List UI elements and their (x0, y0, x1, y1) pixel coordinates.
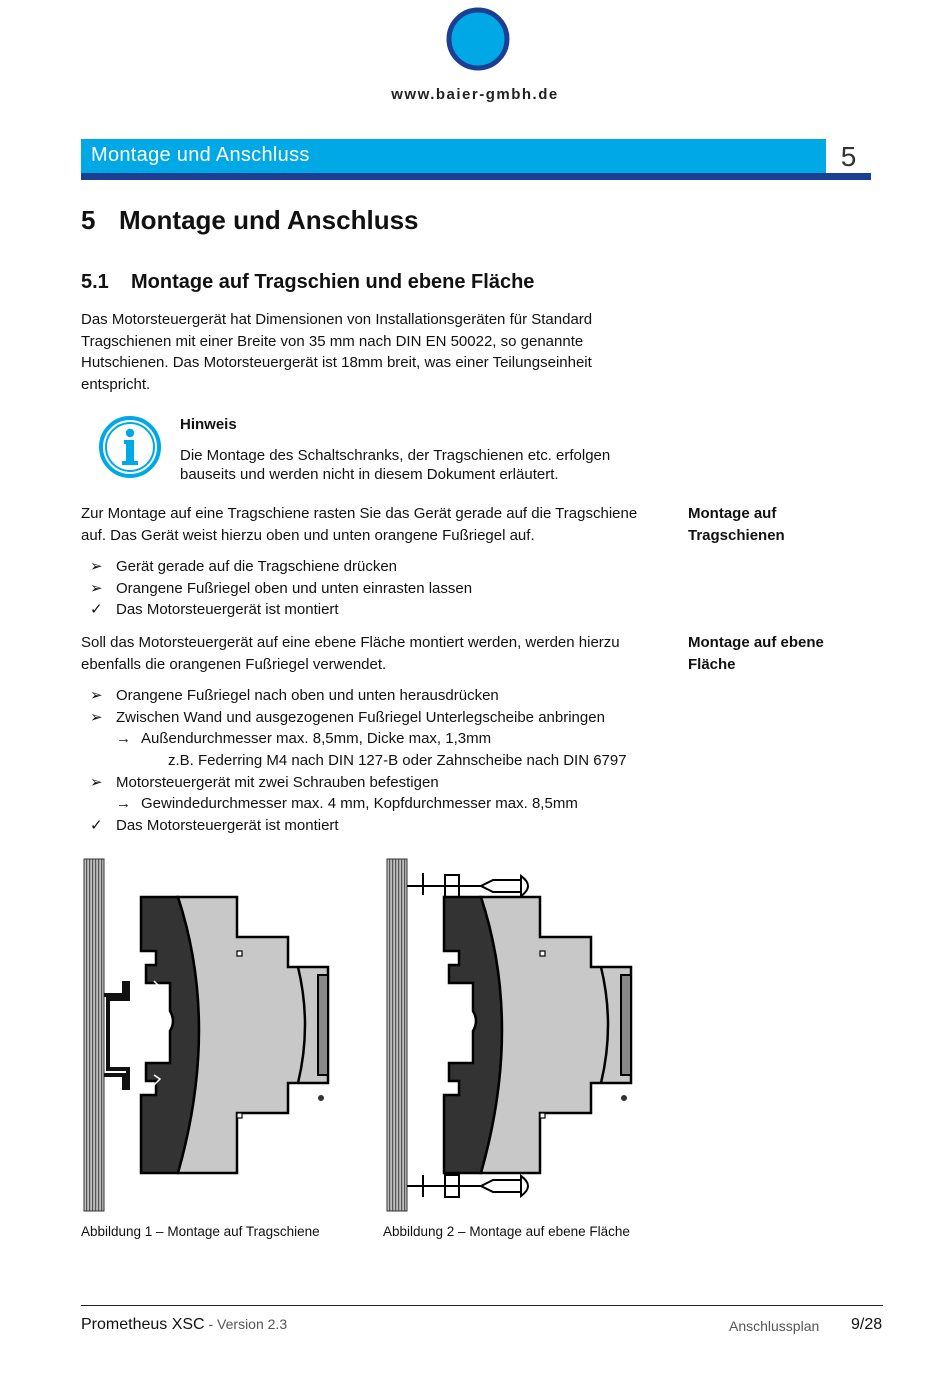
screw-top (407, 873, 528, 897)
side-label-line: Tragschienen (688, 527, 785, 544)
list-item (90, 685, 627, 707)
checkmark-icon: ✓ (90, 817, 103, 835)
front-terminal (621, 975, 631, 1075)
housing-marker (237, 1113, 242, 1118)
arrow-right-icon: → (116, 730, 131, 748)
footer-product (81, 1316, 287, 1334)
hint-line: Die Montage des Schaltschranks, der Tragschienen etc. erfolgen (180, 447, 611, 464)
list-item (90, 728, 627, 750)
flat-mount-paragraph (81, 632, 671, 675)
housing-marker (540, 951, 545, 956)
list-item (90, 707, 627, 729)
list-item (90, 599, 472, 621)
front-terminal (318, 975, 328, 1075)
side-label-line: Fläche (688, 656, 736, 673)
flat-steps-list (90, 685, 627, 837)
footer-divider (81, 1305, 883, 1306)
intro-paragraph (81, 309, 641, 395)
arrowhead-bullet-icon: ➢ (90, 708, 103, 726)
section-heading-number: 5.1 (81, 271, 109, 293)
header-underline (81, 173, 871, 180)
list-item (90, 815, 627, 837)
intro-line: Das Motorsteuergerät hat Dimensionen von Installationsgeräten für Standard (81, 311, 593, 328)
chapter-heading-title: Montage und Anschluss (119, 205, 419, 235)
step-text: Gerät gerade auf die Tragschiene drücken (116, 558, 398, 575)
chapter-heading-number: 5 (81, 205, 96, 235)
step-text: Das Motorsteuergerät ist montiert (116, 817, 339, 835)
screw-dot (621, 1095, 627, 1101)
wall (84, 859, 104, 1211)
step-text: Außendurchmesser max. 8,5mm, Dicke max, 1,3mm (141, 730, 492, 748)
screw-dot (318, 1095, 324, 1101)
chapter-number: 5 (840, 141, 857, 172)
header-bar-title: Montage und Anschluss (91, 144, 310, 166)
website-url[interactable]: www.baier-gmbh.de (391, 86, 559, 103)
side-label-line: Montage auf (688, 505, 777, 522)
step-text: Orangene Fußriegel nach oben und unten herausdrücken (116, 687, 499, 704)
product-name: Prometheus XSC (81, 1316, 205, 1333)
step-text: Gewindedurchmesser max. 4 mm, Kopfdurchmesser max. 8,5mm (141, 795, 578, 813)
flat-text-line: ebenfalls die orangenen Fußriegel verwendet. (81, 655, 387, 673)
screw-bottom (407, 1175, 528, 1197)
arrow-right-icon: → (116, 795, 131, 813)
info-icon (97, 414, 163, 480)
rail-steps-list (90, 556, 472, 621)
side-label-line: Montage auf ebene (688, 634, 824, 651)
list-item (90, 793, 627, 815)
company-logo (446, 7, 510, 71)
step-text: Orangene Fußriegel oben und unten einrasten lassen (116, 579, 473, 597)
flat-side-label (688, 632, 858, 676)
flat-mount-figure (383, 855, 643, 1215)
wall (387, 859, 407, 1211)
arrowhead-bullet-icon: ➢ (90, 773, 103, 791)
arrowhead-bullet-icon: ➢ (90, 558, 103, 575)
rail-mount-paragraph (81, 503, 671, 546)
rail-text-line: Zur Montage auf eine Tragschiene rasten Sie das Gerät gerade auf die Tragschiene (81, 505, 638, 522)
hint-text (180, 446, 660, 484)
step-text: Das Motorsteuergerät ist montiert (116, 601, 339, 619)
list-item (90, 772, 627, 794)
checkmark-icon: ✓ (90, 601, 103, 619)
product-version: - Version 2.3 (204, 1316, 288, 1332)
figure-caption: Abbildung 2 – Montage auf ebene Fläche (383, 1224, 630, 1239)
footer-section: Anschlussplan (729, 1318, 820, 1334)
rail-mount-figure (80, 855, 340, 1215)
flat-text-line: Soll das Motorsteuergerät auf eine ebene Fläche montiert werden, werden hierzu (81, 634, 620, 651)
hint-line: bauseits und werden nicht in diesem Dokument erläutert. (180, 466, 559, 483)
list-item (90, 578, 472, 600)
rail-side-label (688, 503, 858, 547)
step-text: Zwischen Wand und ausgezogenen Fußriegel Unterlegscheibe anbringen (116, 708, 605, 726)
housing-marker (237, 951, 242, 956)
page-number: 9/28 (851, 1316, 883, 1333)
hint-title: Hinweis (180, 416, 237, 433)
intro-line: Tragschienen mit einer Breite von 35 mm nach DIN EN 50022, so genannte (81, 332, 584, 350)
section-heading-title: Montage auf Tragschien und ebene Fläche (131, 271, 535, 293)
rail-text-line: auf. Das Gerät weist hierzu oben und unten orangene Fußriegel auf. (81, 526, 535, 544)
chapter-heading (81, 205, 419, 236)
din-rail (104, 983, 128, 1088)
intro-line: entspricht. (81, 375, 151, 393)
list-item (90, 556, 472, 578)
figure-caption: Abbildung 1 – Montage auf Tragschiene (81, 1224, 320, 1239)
step-text: Motorsteuergerät mit zwei Schrauben befestigen (116, 773, 439, 791)
step-text: z.B. Federring M4 nach DIN 127-B oder Zahnscheibe nach DIN 6797 (168, 752, 627, 770)
arrowhead-bullet-icon: ➢ (90, 687, 103, 704)
housing-marker (540, 1113, 545, 1118)
section-heading (81, 271, 534, 294)
list-item (90, 750, 627, 772)
arrowhead-bullet-icon: ➢ (90, 579, 103, 597)
intro-line: Hutschienen. Das Motorsteuergerät ist 18mm breit, was einer Teilungseinheit (81, 354, 592, 372)
